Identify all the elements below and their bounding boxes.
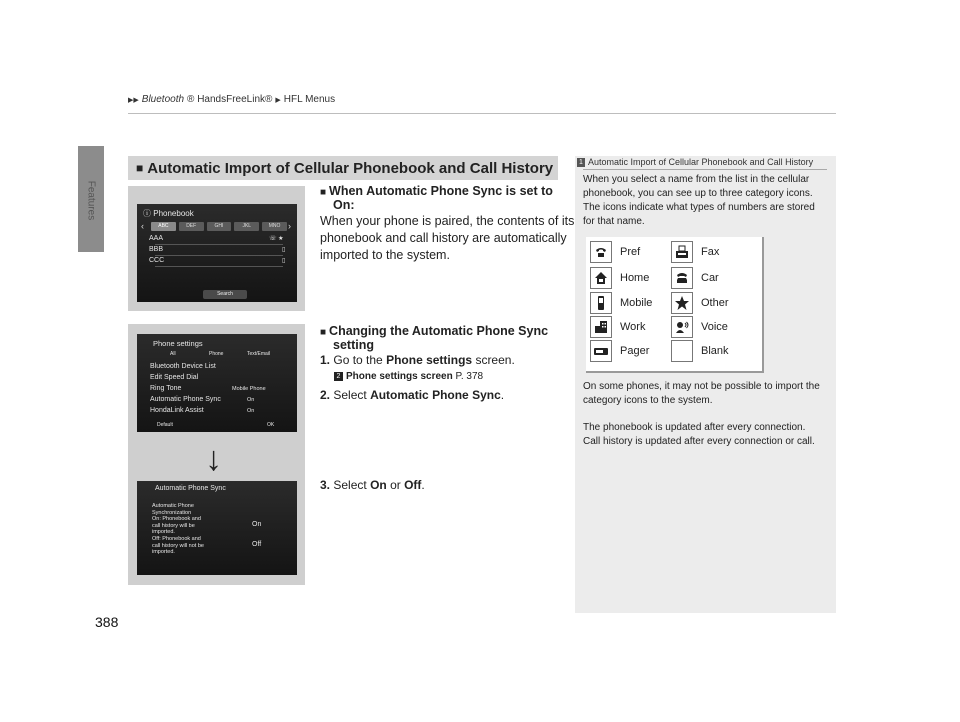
note-paragraph-1: When you select a name from the list in the cellular phonebook, you can see up to three category icons. The icons indicate what types of numbers are stored for that name. (583, 174, 815, 227)
phonebook-tabs (151, 222, 287, 231)
mobile-icon (590, 292, 612, 314)
auto-sync-value: On (247, 397, 255, 403)
step-2: 2. Select Automatic Phone Sync. (320, 388, 505, 402)
step-3: 3. Select On or Off. (320, 478, 425, 492)
category-icons-table (586, 237, 764, 373)
default-button: Default (157, 422, 173, 428)
item-hondalink-assist: HondaLink Assist (150, 407, 204, 414)
section-title (128, 156, 558, 180)
category-voice: Voice (671, 316, 728, 338)
entry-aaa: AAA (149, 235, 164, 242)
auto-sync-paragraph: When your phone is paired, the contents of its phonebook and call history are automatically imported to the system. (320, 214, 575, 262)
tab-jkl: JKL (234, 222, 259, 231)
home-icon (590, 267, 612, 289)
tab-ghi: GHI (207, 222, 232, 231)
search-button: Search (203, 290, 247, 299)
category-mobile: Mobile (590, 292, 652, 314)
breadcrumb-sep-icon: ▶ (275, 96, 281, 104)
chapter-label: Features (85, 180, 97, 221)
phone-settings-header: Phone settings (153, 339, 203, 348)
entry-divider (155, 255, 283, 256)
phone-icon (590, 241, 612, 263)
off-option: Off (252, 541, 262, 548)
item-automatic-phone-sync: Automatic Phone Sync (150, 396, 221, 403)
tab-mno: MNO (262, 222, 287, 231)
tab-abc: ABC (151, 222, 176, 231)
col-phone: Phone (209, 351, 224, 357)
category-pager: Pager (590, 340, 649, 362)
fax-icon (671, 241, 693, 263)
category-other: Other (671, 292, 729, 314)
section-marker-icon: ■ (136, 161, 144, 175)
phonebook-screen (137, 204, 297, 302)
header-divider (128, 113, 836, 114)
entry-ccc: CCC (149, 257, 165, 264)
category-blank: Blank (671, 340, 729, 362)
info-icon: ⓘ (143, 209, 154, 218)
building-icon (590, 316, 612, 338)
subheading-changing-setting: ■ Changing the Automatic Phone Sync setting (320, 324, 549, 352)
step-1: 1. Go to the Phone settings screen. (320, 353, 515, 367)
category-home: Home (590, 267, 649, 289)
item-bluetooth-device-list: Bluetooth Device List (150, 363, 216, 370)
subheading-marker-icon: ■ (320, 327, 327, 338)
pager-icon (590, 340, 612, 362)
cross-reference: 2 Phone settings screen P. 378 (334, 371, 483, 382)
entry-divider (155, 266, 283, 267)
ok-button: OK (267, 422, 275, 428)
entry-bbb: BBB (149, 246, 164, 253)
tab-def: DEF (179, 222, 204, 231)
note-number-icon: 1 (577, 158, 585, 167)
phonebook-header: ⓘ Phonebook (143, 209, 194, 218)
note-paragraph-3: The phonebook is updated after every connection. Call history is updated after every connection or call. (583, 422, 815, 447)
breadcrumb-arrow-icon: ▶▶ (128, 96, 139, 104)
category-work: Work (590, 316, 645, 338)
automatic-phone-sync-screen (137, 481, 297, 575)
star-icon (671, 292, 693, 314)
ring-tone-value: Mobile Phone (232, 386, 266, 392)
note-divider (583, 169, 827, 170)
auto-sync-description: Automatic Phone Synchronization On: Phonebook and call history will be imported. Off: Phonebook and call history will not be imported. (152, 503, 204, 556)
car-phone-icon (671, 267, 693, 289)
entry-divider (155, 244, 283, 245)
mobile-icon: ▯ (282, 247, 286, 253)
breadcrumb-hfl-menus: HFL Menus (283, 94, 336, 105)
col-text-email: Text/Email (247, 351, 271, 357)
page-number: 388 (95, 614, 119, 630)
blank-icon (671, 340, 693, 362)
phone-settings-screen (137, 334, 297, 432)
chevron-left-icon: ‹ (141, 221, 144, 231)
on-option: On (252, 521, 262, 528)
hondalink-value: On (247, 408, 255, 414)
category-car: Car (671, 267, 719, 289)
reference-arrow-icon: 2 (334, 372, 343, 381)
breadcrumb (128, 94, 335, 105)
note-title: 1 Automatic Import of Cellular Phonebook and Call History (577, 157, 813, 167)
breadcrumb-hfl: ® HandsFreeLink® (187, 94, 273, 105)
down-arrow-icon: ↓ (205, 440, 222, 478)
auto-sync-header: Automatic Phone Sync (155, 485, 226, 492)
item-ring-tone: Ring Tone (150, 385, 182, 392)
voice-icon (671, 316, 693, 338)
category-pref: Pref (590, 241, 640, 263)
mobile-icon: ▯ (282, 258, 286, 264)
subheading-marker-icon: ■ (320, 187, 327, 198)
chevron-right-icon: › (288, 221, 291, 231)
category-fax: Fax (671, 241, 719, 263)
item-edit-speed-dial: Edit Speed Dial (150, 374, 199, 381)
note-paragraph-2: On some phones, it may not be possible to import the category icons to the system. (583, 381, 820, 406)
col-all: All (170, 351, 176, 357)
phonebook-screenshot-frame (128, 186, 305, 311)
breadcrumb-bluetooth: Bluetooth (141, 94, 185, 105)
section-title-text: Automatic Import of Cellular Phonebook and Call History (147, 159, 554, 177)
subheading-auto-sync-on: ■ When Automatic Phone Sync is set to On: (320, 184, 553, 212)
entry-aaa-icons: ☏ ★ (269, 236, 284, 242)
